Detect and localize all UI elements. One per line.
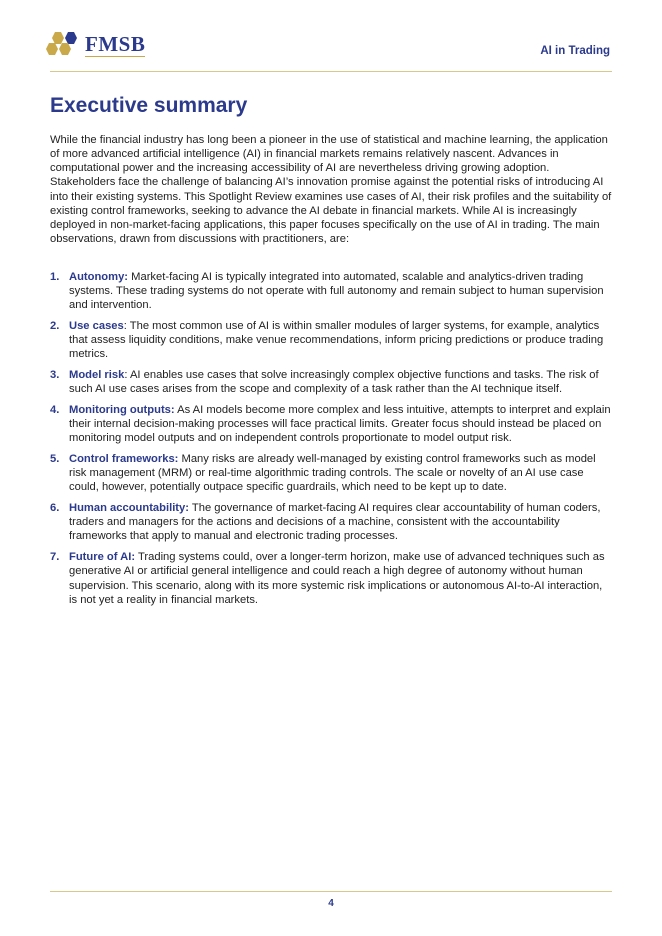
- observations-list: [50, 270, 613, 613]
- page-number: 4: [328, 898, 334, 909]
- observation-autonomy: [50, 270, 613, 312]
- logo-text: FMSB: [85, 32, 146, 56]
- hexagon-cluster-icon: [50, 32, 80, 60]
- item-text: The governance of market-facing AI requires clear accountability of human coders, traders and managers for the actions and decisions of a machine, consistent with the accountability frameworks that apply to manual and electronic trading processes.: [69, 502, 601, 543]
- section-title: Executive summary: [50, 94, 248, 117]
- observation-human-accountability: [50, 501, 613, 543]
- observation-model-risk: [50, 368, 613, 396]
- intro-paragraph: While the financial industry has long been a pioneer in the use of statistical and machine learning, the application of more advanced artificial intelligence (AI) in financial markets remains relatively nascent. Advances in computational power and the increasing accessibility of AI are nevertheless driving growing adoption. Stakeholders face the challenge of balancing AI’s innovation promise against the potential risks of introducing AI into their existing systems. This Spotlight Review examines use cases of AI, their risk profiles and the suitability of existing control frameworks, seeking to advance the AI debate in financial markets. While AI is increasingly deployed in non-market-facing applications, this paper focuses specifically on the use of AI in trading. The main observations, drawn from discussions with practitioners, are:: [50, 134, 612, 246]
- item-number: 3.: [50, 369, 60, 382]
- observation-use-cases: [50, 319, 613, 361]
- item-term: Use cases: [69, 320, 124, 333]
- footer-divider: [50, 891, 612, 892]
- observation-future-of-ai: [50, 550, 613, 607]
- item-term: Human accountability:: [69, 502, 189, 515]
- item-term: Monitoring outputs:: [69, 404, 175, 417]
- item-number: 5.: [50, 453, 60, 466]
- item-number: 6.: [50, 502, 60, 515]
- fmsb-logo: [50, 32, 145, 60]
- item-term: Model risk: [69, 369, 125, 382]
- item-term: Autonomy:: [69, 271, 129, 283]
- item-text: As AI models become more complex and less intuitive, attempts to interpret and explain their internal decision-making processes will face practical limits. Greater focus should instead be placed on monitoring model outputs and on independent controls proportionate to model output risk.: [69, 404, 611, 445]
- item-number: 1.: [50, 271, 60, 283]
- item-text: Trading systems could, over a longer-term horizon, make use of advanced techniques such as generative AI or artificial general intelligence and could reach a high degree of autonomy without human supervision. This scenario, along with its more systemic risk implications or autonomous AI-to-AI interaction, is not yet a reality in financial markets.: [69, 551, 605, 606]
- item-number: 7.: [50, 551, 60, 564]
- item-number: 4.: [50, 404, 60, 417]
- document-title: AI in Trading: [540, 45, 610, 57]
- item-term: Control frameworks:: [69, 453, 179, 466]
- item-text: : The most common use of AI is within smaller modules of larger systems, for example, analytics that assess liquidity conditions, make venue recommendations, inform pricing predictions or produce trading metrics.: [69, 320, 604, 361]
- item-text: Many risks are already well-managed by existing control frameworks such as model risk management (MRM) or real-time algorithmic trading controls. The scale or novelty of an AI use case could, however, potentially outpace specific guardrails, which need to be kept up to date.: [69, 453, 596, 494]
- observation-control-frameworks: [50, 452, 613, 494]
- item-text: : AI enables use cases that solve increasingly complex objective functions and tasks. The risk of such AI use cases arises from the scope and complexity of a task rather than the AI technique itself.: [69, 369, 599, 396]
- page-header: [50, 32, 612, 72]
- item-term: Future of AI:: [69, 551, 136, 564]
- item-text: Market-facing AI is typically integrated into automated, scalable and analytics-driven trading systems. These trading systems do not operate with full autonomy and remain subject to human supervision and intervention.: [69, 271, 604, 312]
- item-number: 2.: [50, 320, 60, 333]
- observation-monitoring-outputs: [50, 403, 613, 445]
